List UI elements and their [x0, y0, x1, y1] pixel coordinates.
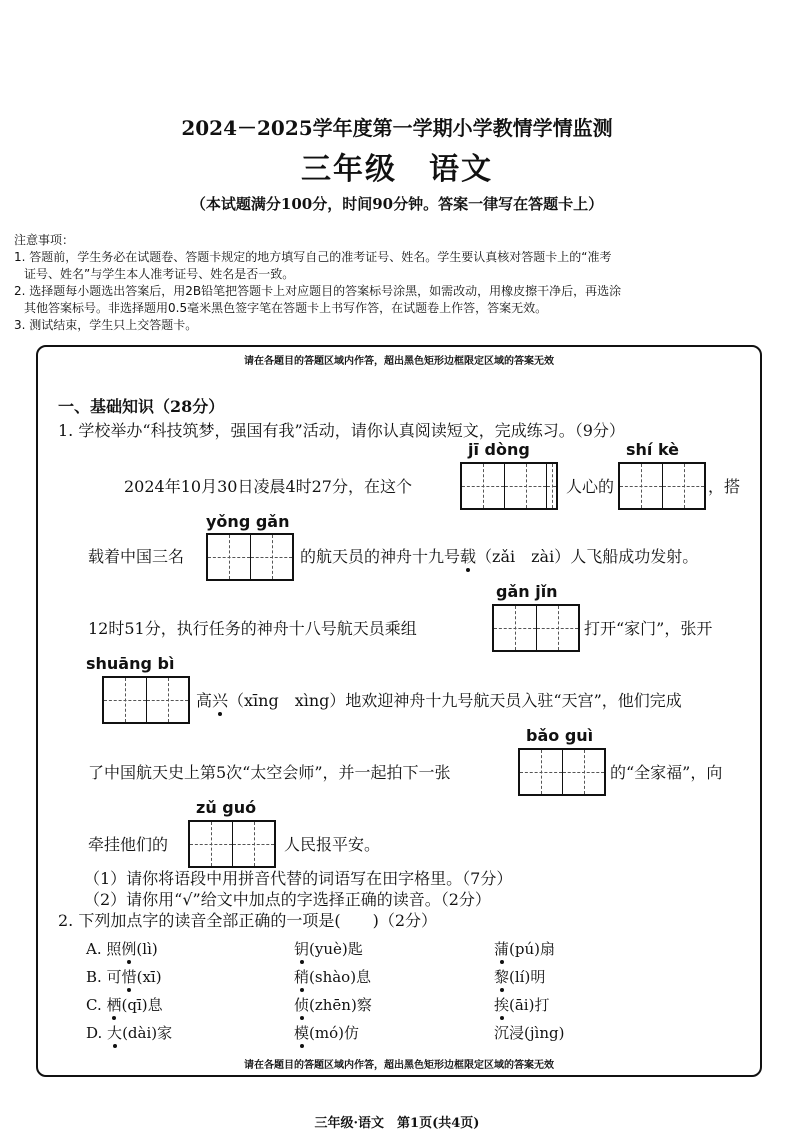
pinyin-shi-ke: shí kè	[626, 440, 680, 459]
option-d-word2: 模(mó)仿	[294, 1024, 359, 1042]
notice-line: 1. 答题前，学生务必在试题卷、答题卡规定的地方填写自己的准考证号、姓名。学生要认真核对答题卡上的“准考	[14, 250, 612, 264]
q1-sub2: （2）请你用“√”给文中加点的字选择正确的读音。（2分）	[84, 890, 491, 909]
dotted-char: 载	[460, 547, 477, 566]
option-d-word3: 沉浸(jìng)	[494, 1024, 565, 1042]
pinyin-ji-dong: jī dòng	[468, 440, 530, 459]
pinyin-bao-gui: bǎo guì	[526, 726, 594, 745]
passage-text: 的航天员的神舟十九号载（zǎi zài）人飞船成功发射。	[300, 547, 699, 566]
option-a-word3: 蒲(pú)扇	[494, 940, 555, 958]
tianzige-bao-gui[interactable]	[518, 748, 606, 796]
tianzige-ji-dong[interactable]	[460, 462, 558, 510]
frame-label-top: 请在各题目的答题区域内作答，超出黑色矩形边框限定区域的答案无效	[244, 356, 554, 367]
passage-text: 高兴（xīng xìng）地欢迎神舟十九号航天员入驻“天宫”，他们完成	[196, 691, 682, 710]
option-b[interactable]: B. 可惜(xī)	[86, 968, 162, 986]
option-d[interactable]: D. 大(dài)家	[86, 1024, 173, 1042]
notice-line: 2. 选择题每小题选出答案后，用2B铅笔把答题卡上对应题目的答案标号涂黑，如需改动，用橡皮擦干净后，再选涂	[14, 284, 622, 298]
dotted-char: 兴	[212, 691, 229, 710]
pinyin-yong-gan: yǒng gǎn	[206, 512, 290, 531]
notice-line: 其他答案标号。非选择题用0.5毫米黑色签字笔在答题卡上书写作答，在试题卷上作答，答案无效。	[24, 301, 548, 315]
tianzige-gan-jin[interactable]	[492, 604, 580, 652]
option-c-word2: 侦(zhēn)察	[294, 996, 372, 1014]
option-a[interactable]: A. 照例(lì)	[86, 940, 158, 958]
pinyin-zu-guo: zǔ guó	[196, 798, 257, 817]
passage-text: 人民报平安。	[284, 835, 381, 854]
passage-text: 牵挂他们的	[88, 835, 169, 854]
passage-text: 人心的	[566, 477, 615, 496]
exam-subject: 三年级 语文	[301, 152, 493, 187]
passage-text: 了中国航天史上第5次“太空会师”，并一起拍下一张	[88, 763, 451, 782]
passage-text: 2024年10月30日凌晨4时27分，在这个	[124, 477, 412, 496]
passage-text: ，搭	[708, 477, 741, 496]
tianzige-zu-guo[interactable]	[188, 820, 276, 868]
option-b-word2: 稍(shào)息	[294, 968, 372, 986]
frame-label-bottom: 请在各题目的答题区域内作答，超出黑色矩形边框限定区域的答案无效	[244, 1060, 554, 1071]
pinyin-shuang-bi: shuāng bì	[86, 654, 175, 673]
notice-line: 证号、姓名”与学生本人准考证号、姓名是否一致。	[24, 267, 295, 281]
passage-text: 载着中国三名	[88, 547, 185, 566]
section-title: 一、基础知识（28分）	[58, 397, 225, 416]
q1-sub1: （1）请你将语段中用拼音代替的词语写在田字格里。（7分）	[84, 869, 513, 888]
notice-line: 3. 测试结束，学生只上交答题卡。	[14, 318, 198, 332]
pinyin-gan-jin: gǎn jǐn	[496, 582, 558, 601]
passage-text: 12时51分，执行任务的神舟十八号航天员乘组	[88, 619, 417, 638]
tianzige-yong-gan[interactable]	[206, 533, 294, 581]
option-c[interactable]: C. 栖(qī)息	[86, 996, 163, 1014]
exam-note: （本试题满分100分，时间90分钟。答案一律写在答题卡上）	[190, 195, 604, 213]
notices-head: 注意事项：	[14, 233, 75, 247]
tianzige-shi-ke[interactable]	[618, 462, 706, 510]
option-c-word3: 挨(āi)打	[494, 996, 550, 1014]
passage-text: 的“全家福”，向	[610, 763, 723, 782]
tianzige-shuang-bi[interactable]	[102, 676, 190, 724]
option-b-word3: 黎(lí)明	[494, 968, 546, 986]
passage-text: 打开“家门”，张开	[584, 619, 713, 638]
page-footer: 三年级·语文 第1页(共4页)	[314, 1116, 480, 1131]
q2-stem-text: 2. 下列加点字的读音全部正确的一项是( )（2分）	[58, 911, 438, 930]
exam-title: 2024－2025学年度第一学期小学教情学情监测	[181, 116, 613, 140]
notices	[14, 232, 782, 334]
q1-stem: 1. 学校举办“科技筑梦，强国有我”活动，请你认真阅读短文，完成练习。（9分）	[58, 421, 625, 440]
option-a-word2: 钥(yuè)匙	[294, 940, 363, 958]
